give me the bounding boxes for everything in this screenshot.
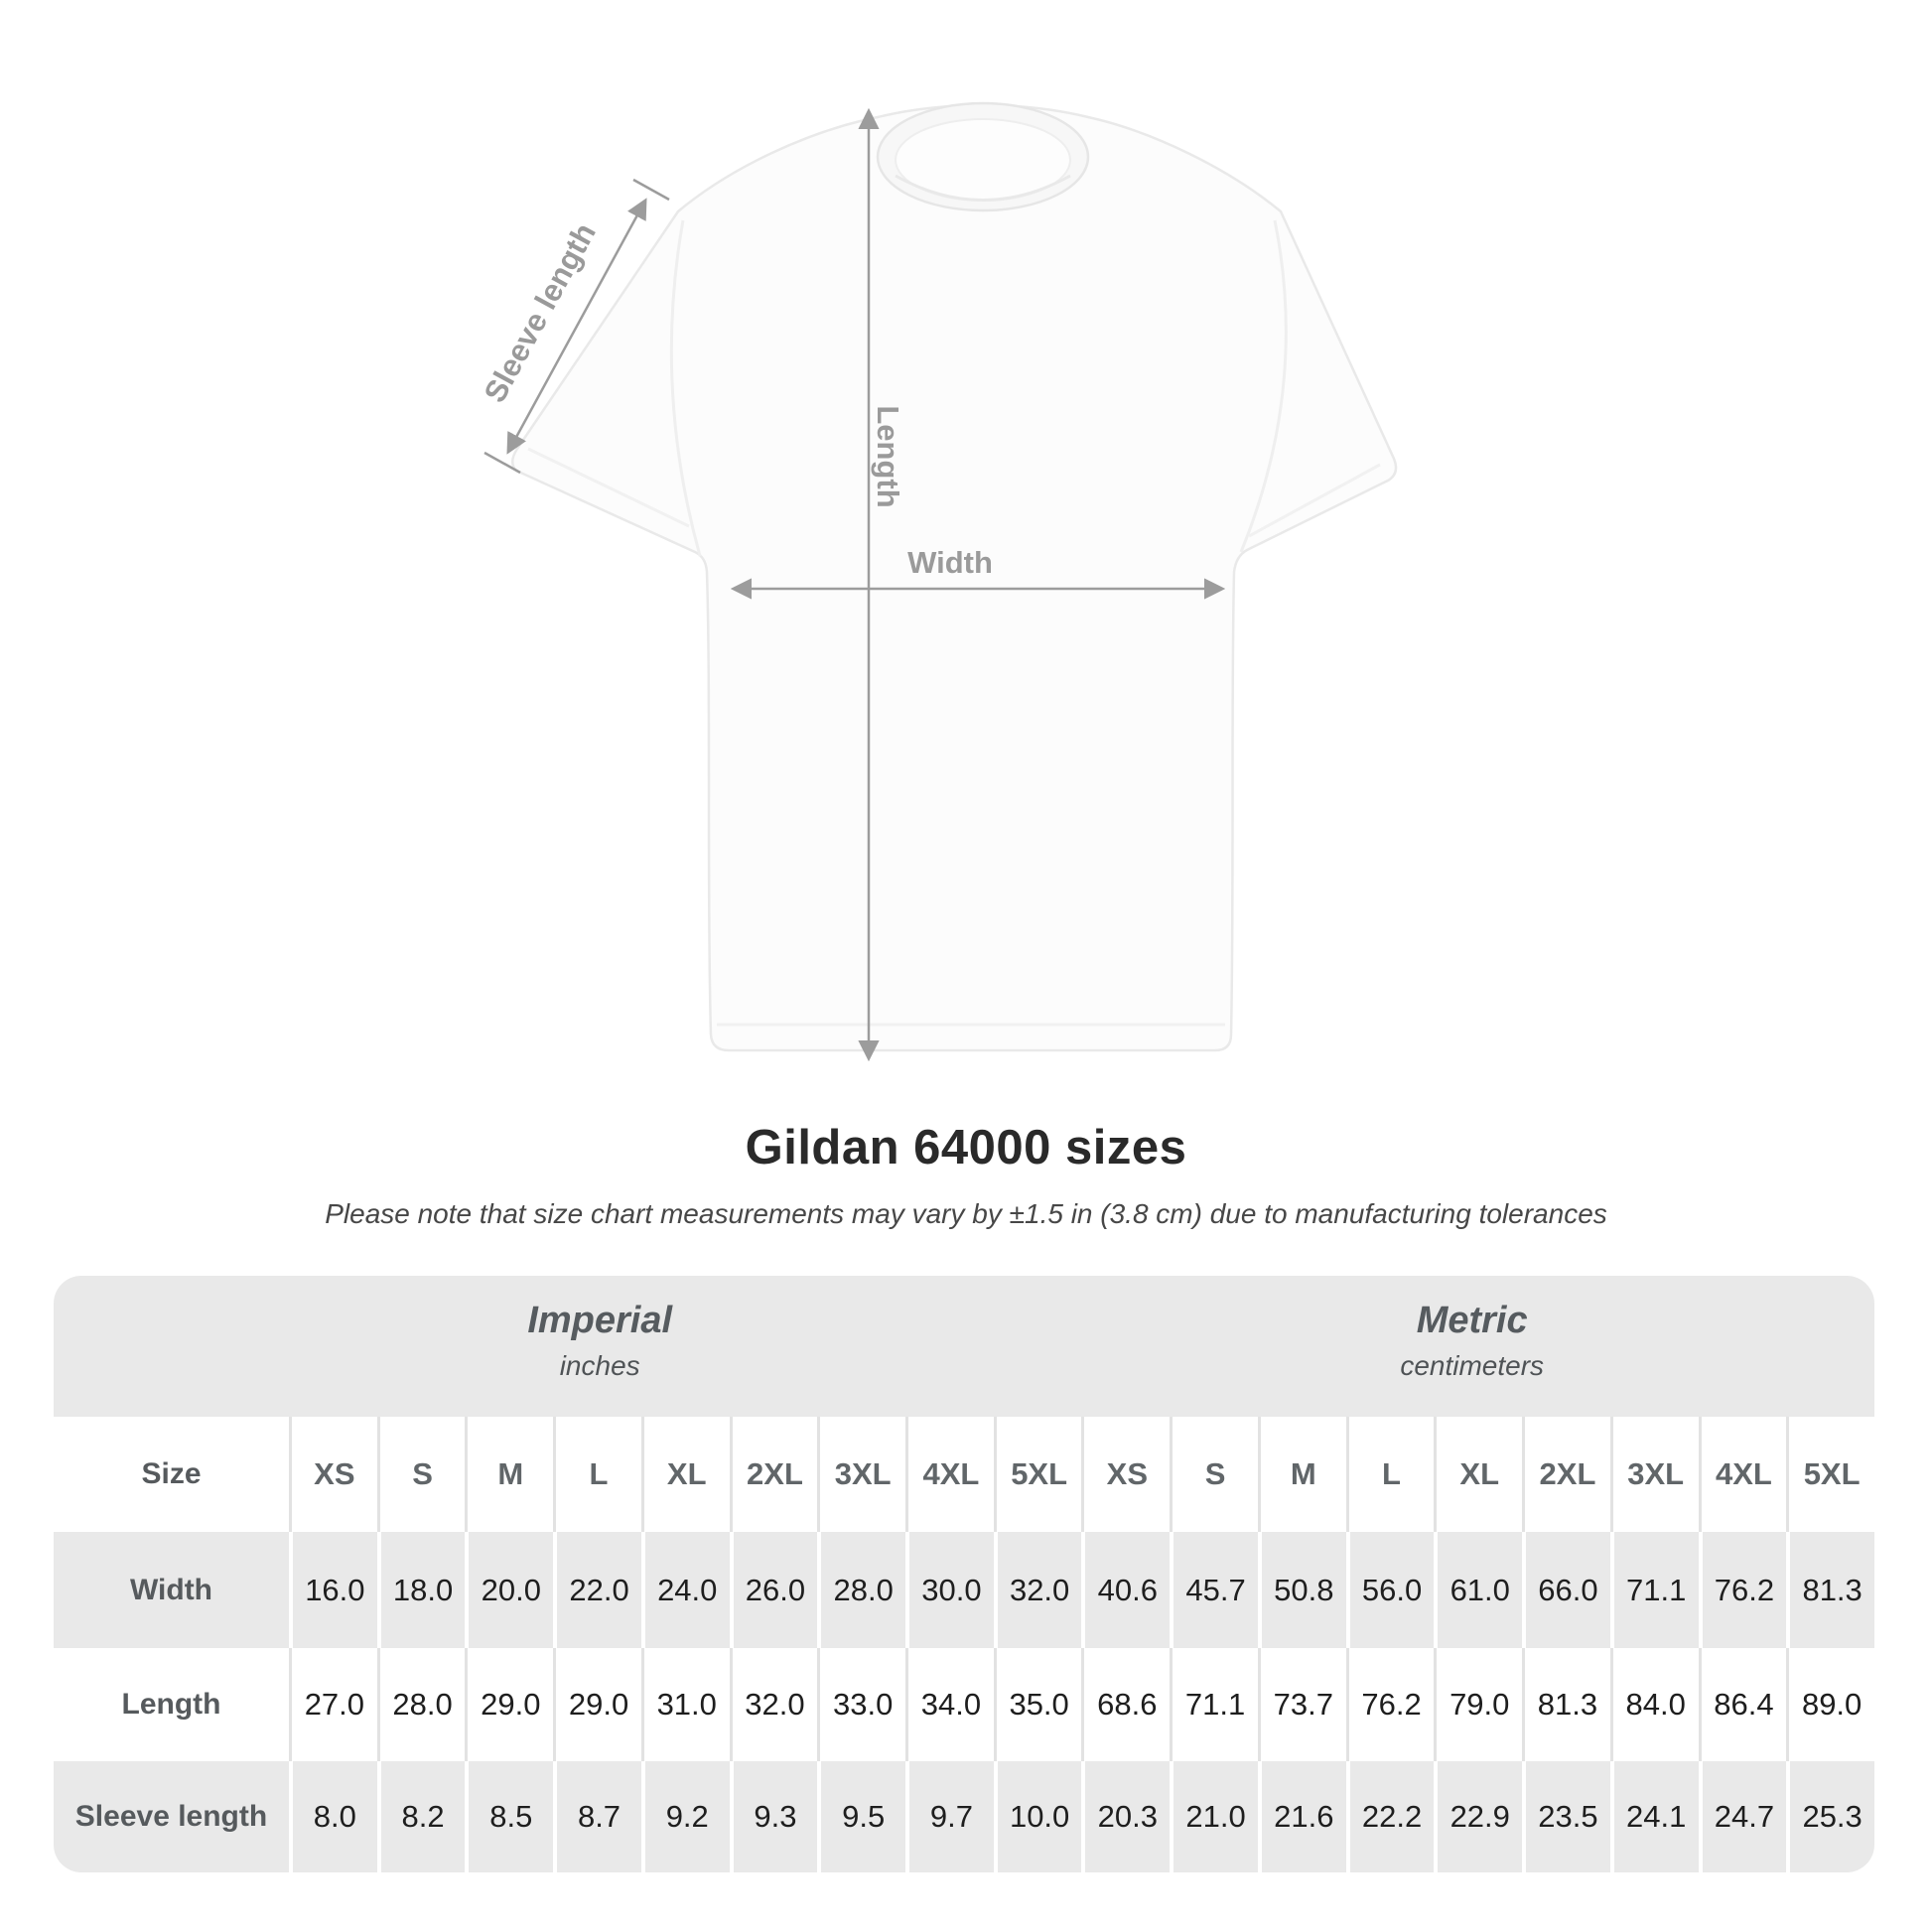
size-header: 3XL: [817, 1417, 905, 1532]
sleeve-length-label: Sleeve length: [477, 216, 603, 409]
table-value: 8.2: [377, 1761, 466, 1872]
table-value: 25.3: [1786, 1761, 1874, 1872]
table-value: 23.5: [1522, 1761, 1610, 1872]
table-value: 81.3: [1786, 1532, 1874, 1648]
table-value: 30.0: [905, 1532, 994, 1648]
table-row-length: [54, 1648, 1874, 1761]
size-header: S: [377, 1417, 466, 1532]
table-value: 26.0: [730, 1532, 818, 1648]
width-label: Width: [907, 545, 993, 580]
size-header: 2XL: [730, 1417, 818, 1532]
metric-unit-label: centimeters: [1400, 1350, 1545, 1381]
size-column-header: Size: [141, 1457, 202, 1490]
metric-header: Metric: [1416, 1300, 1528, 1341]
size-header: XL: [641, 1417, 730, 1532]
size-header: L: [553, 1417, 641, 1532]
imperial-unit-label: inches: [559, 1350, 640, 1381]
table-value: 76.2: [1699, 1532, 1787, 1648]
table-value: 9.7: [905, 1761, 994, 1872]
table-value: 22.0: [553, 1532, 641, 1648]
table-value: 20.0: [465, 1532, 553, 1648]
table-value: 8.5: [465, 1761, 553, 1872]
table-value: 86.4: [1699, 1648, 1787, 1761]
table-value: 76.2: [1346, 1648, 1435, 1761]
size-header: S: [1170, 1417, 1258, 1532]
table-value: 8.7: [553, 1761, 641, 1872]
table-value: 34.0: [905, 1648, 994, 1761]
table-value: 89.0: [1786, 1648, 1874, 1761]
table-value: 9.2: [641, 1761, 730, 1872]
table-value: 45.7: [1170, 1532, 1258, 1648]
table-value: 28.0: [377, 1648, 466, 1761]
length-label: Length: [871, 405, 905, 508]
table-value: 61.0: [1434, 1532, 1522, 1648]
table-value: 16.0: [289, 1532, 377, 1648]
page-title: Gildan 64000 sizes: [745, 1121, 1187, 1174]
table-value: 8.0: [289, 1761, 377, 1872]
table-value: 68.6: [1081, 1648, 1170, 1761]
size-header: 5XL: [994, 1417, 1082, 1532]
table-value: 24.0: [641, 1532, 730, 1648]
table-value: 40.6: [1081, 1532, 1170, 1648]
table-value: 9.5: [817, 1761, 905, 1872]
tolerance-note: Please note that size chart measurements may vary by ±1.5 in (3.8 cm) due to manufacturing tolerances: [325, 1198, 1607, 1229]
table-value: 28.0: [817, 1532, 905, 1648]
table-value: 29.0: [465, 1648, 553, 1761]
table-value: 21.6: [1258, 1761, 1346, 1872]
size-header: M: [465, 1417, 553, 1532]
size-table: [54, 1276, 1874, 1872]
table-value: 35.0: [994, 1648, 1082, 1761]
table-value: 31.0: [641, 1648, 730, 1761]
table-value: 71.1: [1610, 1532, 1699, 1648]
size-header: M: [1258, 1417, 1346, 1532]
table-value: 20.3: [1081, 1761, 1170, 1872]
size-header: 4XL: [905, 1417, 994, 1532]
size-header-row: [54, 1417, 1874, 1532]
table-value: 18.0: [377, 1532, 466, 1648]
table-value: 22.9: [1434, 1761, 1522, 1872]
size-header: L: [1346, 1417, 1435, 1532]
table-value: 29.0: [553, 1648, 641, 1761]
table-value: 71.1: [1170, 1648, 1258, 1761]
table-value: 84.0: [1610, 1648, 1699, 1761]
row-label: Width: [129, 1573, 213, 1606]
size-header: 4XL: [1699, 1417, 1787, 1532]
table-value: 22.2: [1346, 1761, 1435, 1872]
table-value: 10.0: [994, 1761, 1082, 1872]
table-row-width: [54, 1532, 1874, 1648]
size-header: XL: [1434, 1417, 1522, 1532]
size-header: 5XL: [1786, 1417, 1874, 1532]
unit-group-metric: [1400, 1300, 1544, 1382]
table-value: 32.0: [994, 1532, 1082, 1648]
table-value: 79.0: [1434, 1648, 1522, 1761]
table-value: 73.7: [1258, 1648, 1346, 1761]
table-value: 32.0: [730, 1648, 818, 1761]
size-header: 3XL: [1610, 1417, 1699, 1532]
table-value: 24.1: [1610, 1761, 1699, 1872]
table-value: 21.0: [1170, 1761, 1258, 1872]
table-row-sleeve-length: [54, 1761, 1874, 1872]
table-value: 81.3: [1522, 1648, 1610, 1761]
table-value: 33.0: [817, 1648, 905, 1761]
size-header: XS: [1081, 1417, 1170, 1532]
unit-group-imperial: [527, 1300, 672, 1382]
table-value: 66.0: [1522, 1532, 1610, 1648]
row-label: Sleeve length: [74, 1800, 268, 1833]
row-label: Length: [121, 1688, 221, 1721]
size-header: 2XL: [1522, 1417, 1610, 1532]
size-header: XS: [289, 1417, 377, 1532]
table-value: 24.7: [1699, 1761, 1787, 1872]
table-value: 9.3: [730, 1761, 818, 1872]
unit-header-band: [54, 1276, 1874, 1417]
table-value: 27.0: [289, 1648, 377, 1761]
table-value: 56.0: [1346, 1532, 1435, 1648]
table-value: 50.8: [1258, 1532, 1346, 1648]
imperial-header: Imperial: [527, 1300, 673, 1341]
